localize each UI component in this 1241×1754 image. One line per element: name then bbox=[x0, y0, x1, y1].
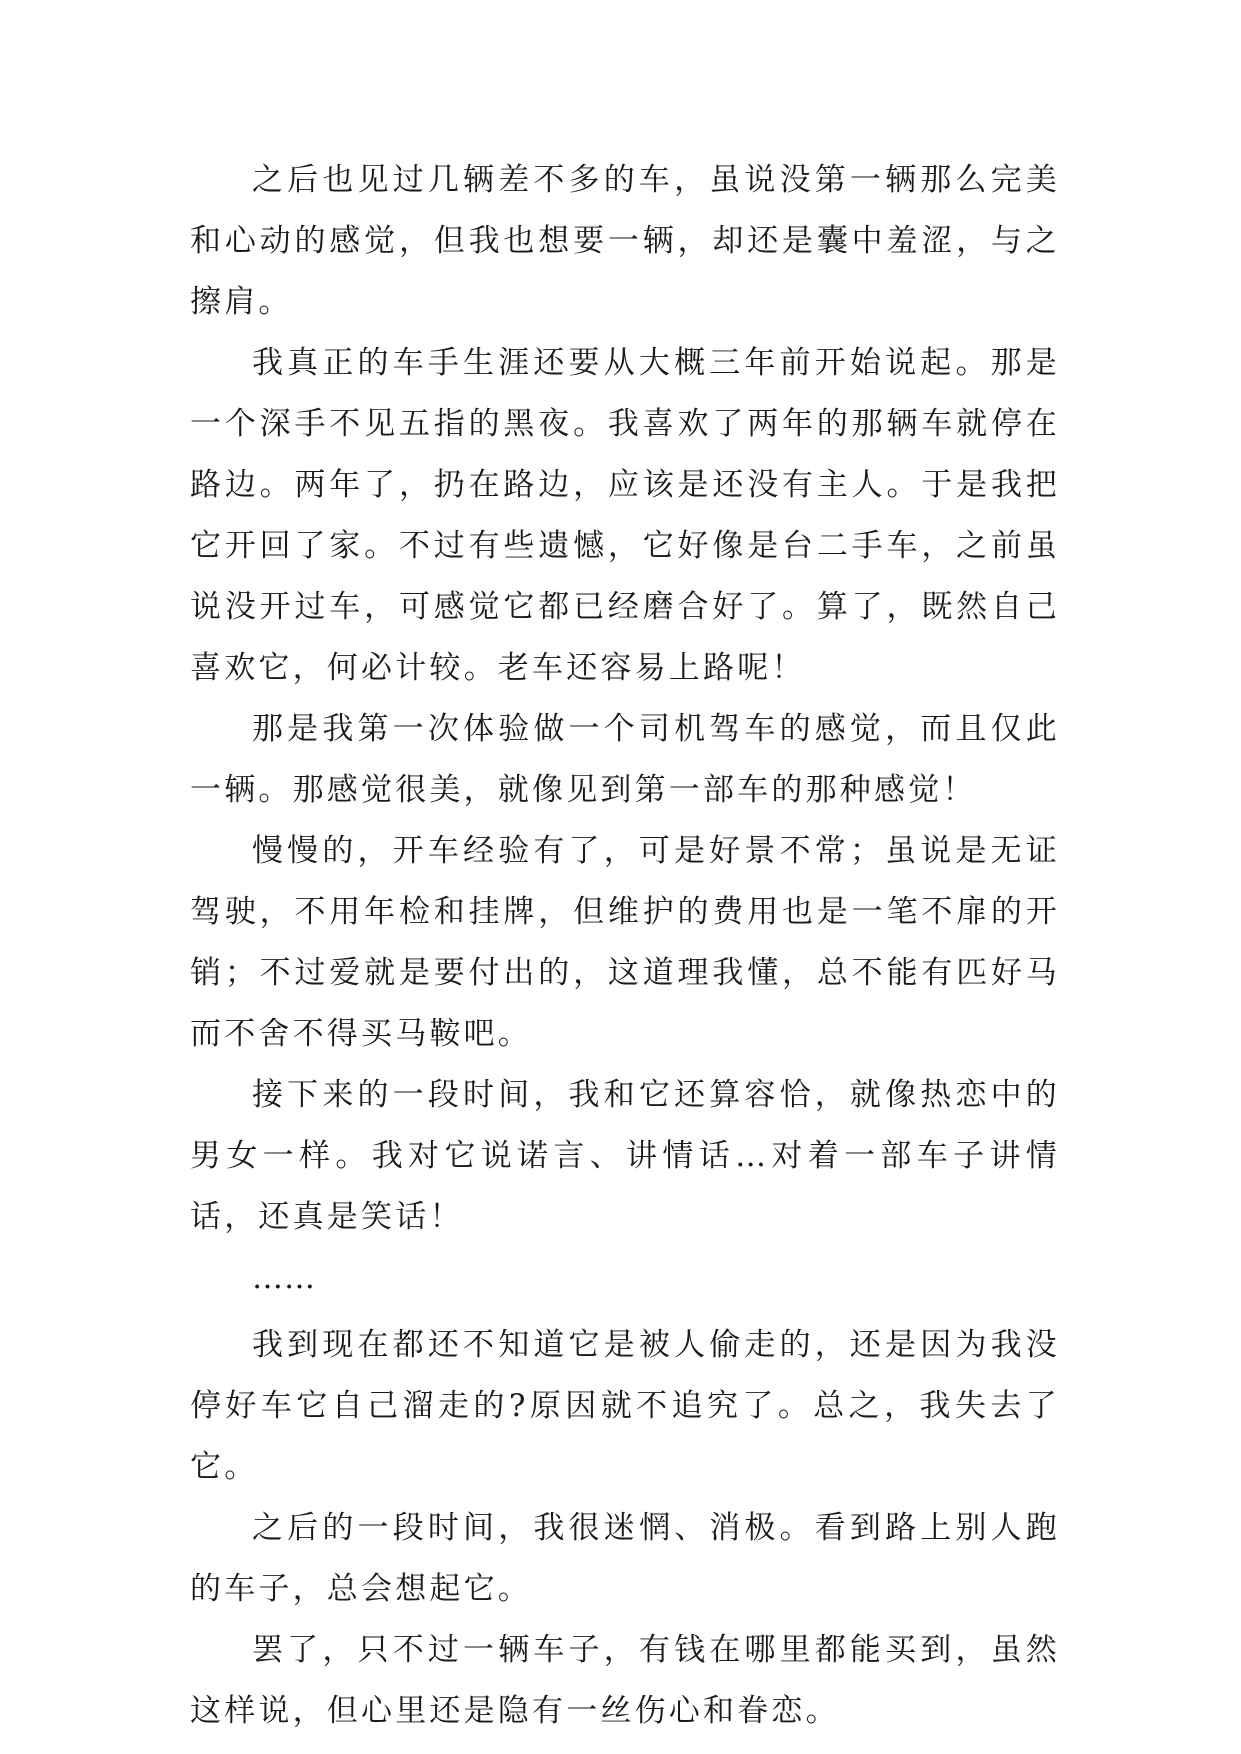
document-body bbox=[190, 150, 1060, 1742]
paragraph-4: 慢慢的，开车经验有了，可是好景不常；虽说是无证驾驶，不用年检和挂牌，但维护的费用也是一笔不扉的开销；不过爱就是要付出的，这道理我懂，总不能有匹好马而不舍不得买马鞍吧。 bbox=[190, 833, 1060, 1052]
paragraph-1: 之后也见过几辆差不多的车，虽说没第一辆那么完美和心动的感觉，但我也想要一辆，却还是囊中羞涩，与之擦肩。 bbox=[190, 162, 1060, 320]
paragraph-3: 那是我第一次体验做一个司机驾车的感觉，而且仅此一辆。那感觉很美，就像见到第一部车的那种感觉！ bbox=[190, 711, 1060, 808]
paragraph-8: 罢了，只不过一辆车子，有钱在哪里都能买到，虽然这样说，但心里还是隐有一丝伤心和眷恋。 bbox=[190, 1632, 1060, 1729]
paragraph-5: 接下来的一段时间，我和它还算容恰，就像热恋中的男女一样。我对它说诺言、讲情话…对着一部车子讲情话，还真是笑话！ bbox=[190, 1077, 1060, 1235]
paragraph-6: 我到现在都还不知道它是被人偷走的，还是因为我没停好车它自己溜走的?原因就不追究了。总之，我失去了它。 bbox=[190, 1327, 1060, 1485]
paragraph-7: 之后的一段时间，我很迷惘、消极。看到路上别人跑的车子，总会想起它。 bbox=[190, 1510, 1060, 1607]
paragraph-2: 我真正的车手生涯还要从大概三年前开始说起。那是一个深手不见五指的黑夜。我喜欢了两年的那辆车就停在路边。两年了，扔在路边，应该是还没有主人。于是我把它开回了家。不过有些遗憾，它好像是台二手车，之前虽说没开过车，可感觉它都已经磨合好了。算了，既然自己喜欢它，何必计较。老车还容易上路呢！ bbox=[190, 345, 1060, 686]
ellipsis-separator: …… bbox=[252, 1260, 316, 1296]
